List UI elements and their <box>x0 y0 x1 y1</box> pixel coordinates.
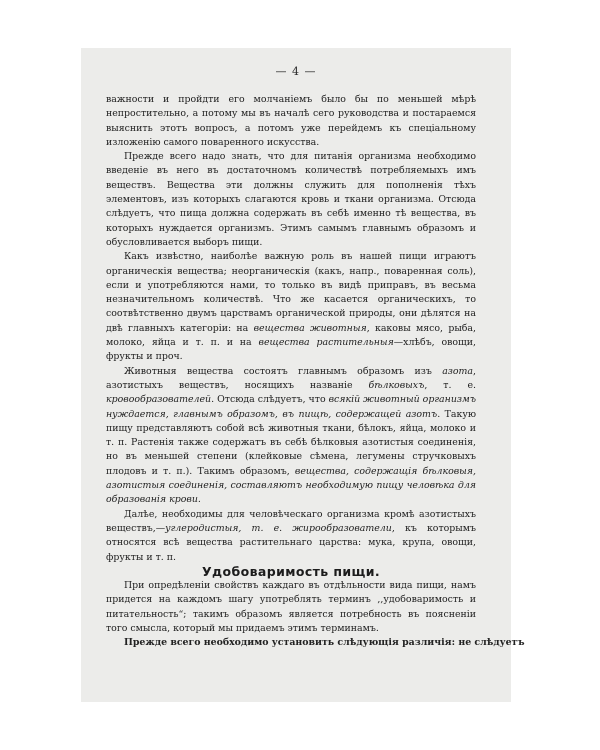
p5-emph-uglerodistyia: углеродистыя, т. е. жирообразователи <box>165 522 392 534</box>
p3-text-a: Какъ извѣстно, наиболѣе важную роль въ нашей пищи играютъ органическія вещества; неорганическія (какъ, напр., поваренная соль), если и употребляются нами, то только въ видѣ приправъ, въ весьма незначительномъ количествѣ. Что же касается органическихъ, то соотвѣтственно двумъ царствамъ органической природы, они дѣлятся на двѣ главныхъ категоріи: на <box>106 251 476 334</box>
p4-text-k: . <box>197 494 201 506</box>
body-text <box>106 93 525 651</box>
p4-text-g: . Отсюда слѣдуетъ, что <box>211 394 329 406</box>
p3-emph-plant: вещества растительныя <box>258 337 394 349</box>
paragraph-7: Прежде всего необходимо установить слѣдующія различія: не слѣдуетъ <box>124 637 525 649</box>
p4-emph-organism: всякій животный организмъ нуждается, главнымъ образомъ, въ пищѣ, содержащей азотъ <box>106 394 476 420</box>
paragraph-1: важности и пройдти его молчаніемъ было бы по меньшей мѣрѣ непростительно, а потому мы въ началѣ сего руководства и постараемся выяснить этотъ вопросъ, а потомъ уже перейдемъ къ спеціальному изложенію самого поваренного искусства. <box>106 94 476 148</box>
p3-text-c: , каковы мясо, рыба, молоко, яйца и т. п. и на <box>106 322 476 349</box>
paragraph-6: При опредѣленіи свойствъ каждаго въ отдѣльности вида пищи, намъ придется на каждомъ шагу употреблять терминъ ,,удобоваримость и питательность“; такимъ образомъ является потребность въ поясненіи того смысла, который мы придаемъ этимъ терминамъ. <box>106 580 476 634</box>
paragraph-4 <box>106 365 476 508</box>
p3-emph-animal: вещества животныя <box>253 322 367 334</box>
section-heading: Удобоваримость пищи. <box>201 563 381 579</box>
p4-text-i: . Такую пищу представляютъ собой всѣ животныя ткани, бѣлокъ, яйца, молоко и т. п. Растенія также содержатъ въ себѣ бѣлковыя азотистыя соединенія, но въ меньшей степени (клейковые сѣмена, легумены стручковыхъ плодовъ и т. п.). Такимъ образомъ, <box>106 408 476 477</box>
scanned-page <box>81 48 525 702</box>
p4-emph-belkovykh: бѣлковыхъ <box>368 379 425 391</box>
p5-text-a: Далѣе, необходимы для человѣческаго организма кромѣ азотистыхъ веществъ,— <box>106 508 476 534</box>
paragraph-3 <box>106 250 476 364</box>
p3-text-e: —хлѣбъ, овощи, фрукты и проч. <box>106 337 477 363</box>
paragraph-5 <box>106 508 476 565</box>
p4-emph-krovoobrazovatelei: кровообразователей <box>106 394 212 406</box>
p4-emph-veshchestva: вещества, содержащія бѣлковыя, азотистыя соединенія, составляютъ необходимую пищу человѣка для образованія крови <box>106 465 476 506</box>
p4-text-c: , азотистыхъ веществъ, носящихъ названіе <box>106 365 476 391</box>
p4-text-a: Животныя вещества состоятъ главнымъ образомъ изъ <box>124 365 443 377</box>
paragraph-2: Прежде всего надо знать, что для питанія организма необходимо введеніе въ него въ достаточномъ количествѣ потребляемыхъ имъ веществъ. Вещества эти должны служить для пополненія тѣхъ элементовъ, изъ которыхъ слагаются кровь и ткани организма. Отсюда слѣдуетъ, что пища должна содержать въ себѣ именно тѣ вещества, въ которыхъ нуждается организмъ. Этимъ самымъ главнымъ образомъ и обусловливается выборъ пищи. <box>106 151 476 248</box>
p5-text-c: , къ которымъ относятся всѣ вещества растительнаго царства: мука, крупа, овощи, фрукты и т. п. <box>106 522 476 563</box>
p4-text-e: , т. е. <box>424 379 476 391</box>
p4-emph-azot: азота <box>442 365 474 377</box>
page-number: — 4 — <box>275 65 317 78</box>
